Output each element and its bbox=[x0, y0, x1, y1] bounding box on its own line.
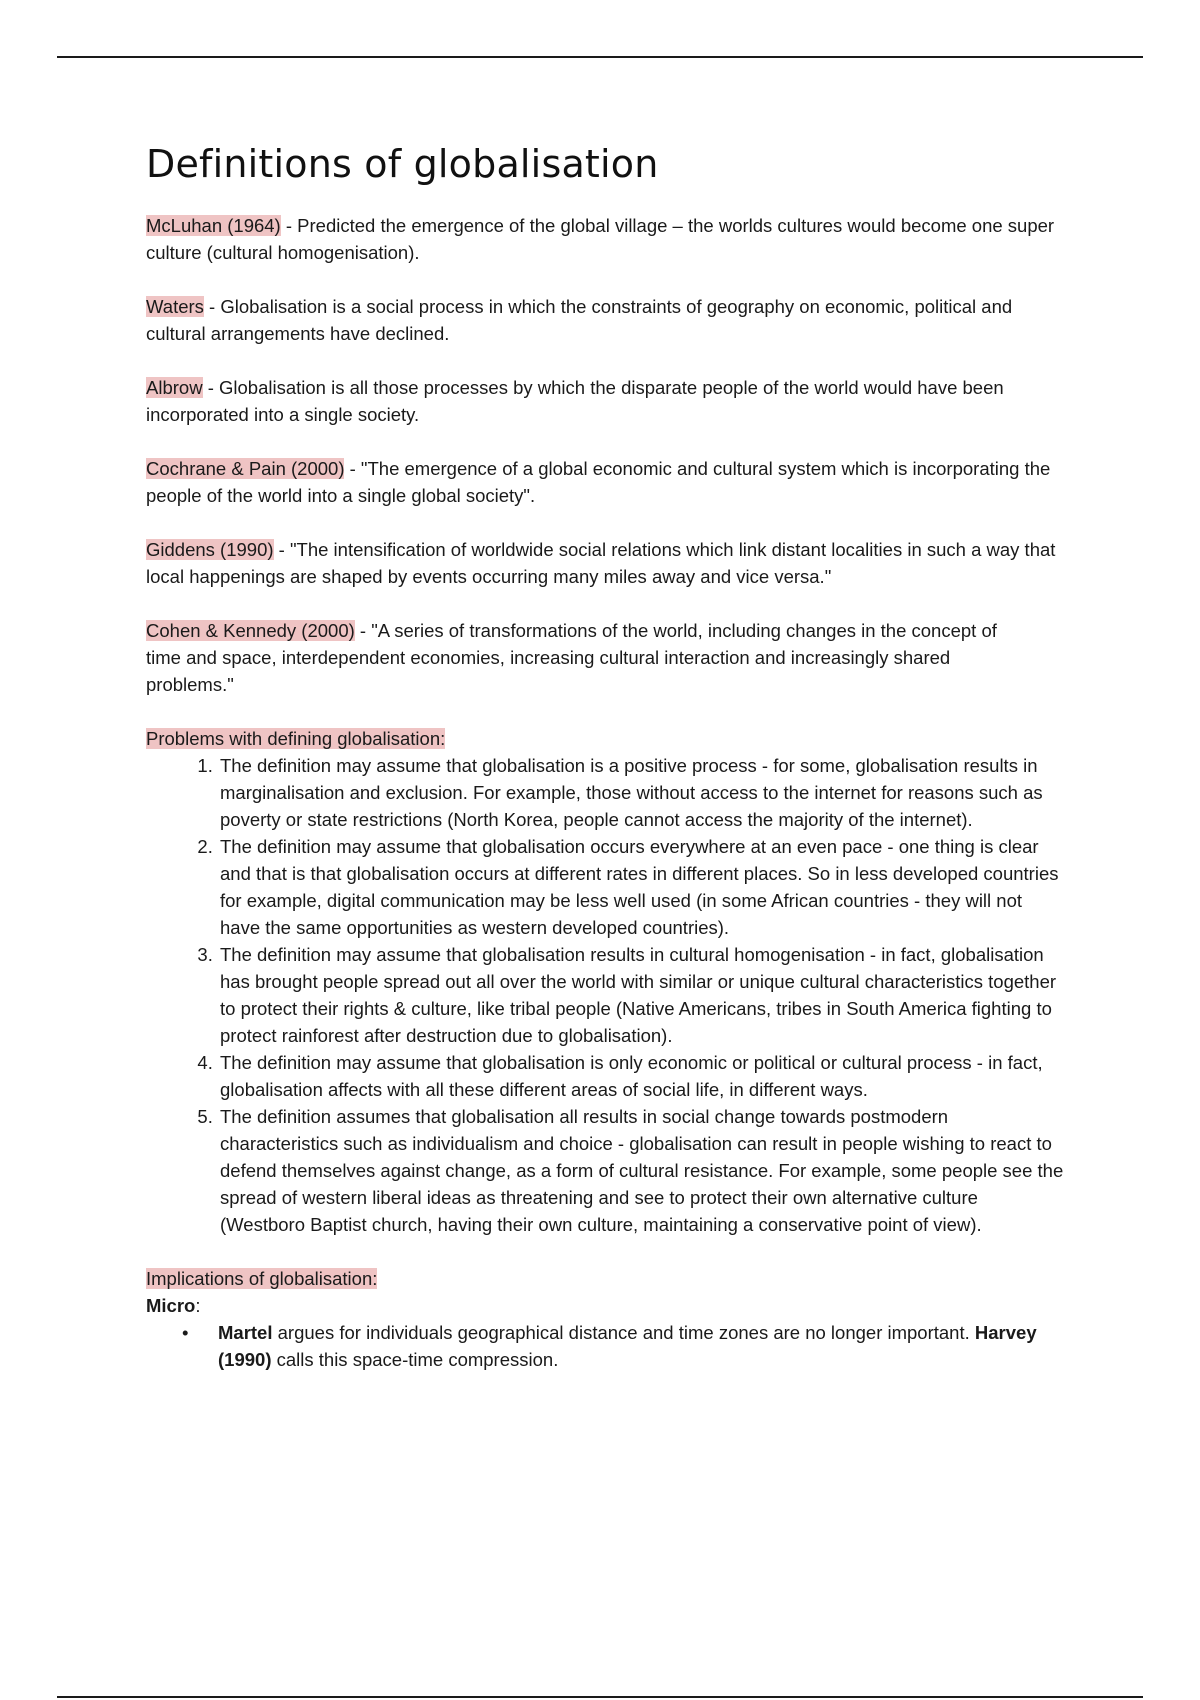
list-item: 5. The definition assumes that globalisation all results in social change towards postmodern characteristics such as individualism and choice - globalisation can result in people wishing to react to defend themselves against change, as a form of cultural resistance. For example, some people see the spread of western liberal ideas as threatening and see to protect their own alternative culture (Westboro Baptist church, having their own culture, maintaining a conservative point of view). bbox=[218, 1103, 1066, 1238]
definition-author: Cohen & Kennedy (2000) bbox=[146, 620, 355, 641]
definition-text: - Globalisation is a social process in which the constraints of geography on economic, political and cultural arrangements have declined. bbox=[146, 296, 1013, 344]
definition-author: Waters bbox=[146, 296, 204, 317]
list-item: 1. The definition may assume that globalisation is a positive process - for some, globalisation results in marginalisation and exclusion. For example, those without access to the internet for reasons such as poverty or state restrictions (North Korea, people cannot access the majority of the internet). bbox=[218, 752, 1066, 833]
page-title: Definitions of globalisation bbox=[146, 142, 659, 186]
definition-albrow bbox=[146, 374, 1066, 428]
implications-list bbox=[146, 1319, 1066, 1373]
definition-text: - Globalisation is all those processes by which the disparate people of the world would have been incorporated into a single society. bbox=[146, 377, 1004, 425]
header-rule bbox=[57, 56, 1143, 58]
definition-author: Giddens (1990) bbox=[146, 539, 274, 560]
implications-heading: Implications of globalisation: bbox=[146, 1268, 378, 1289]
definition-cochrane-pain bbox=[146, 455, 1066, 509]
definition-waters bbox=[146, 293, 1066, 347]
problems-heading: Problems with defining globalisation: bbox=[146, 728, 446, 749]
micro-heading: Micro: bbox=[146, 1295, 201, 1316]
list-item: 3. The definition may assume that globalisation results in cultural homogenisation - in fact, globalisation has brought people spread out all over the world with similar or unique cultural characteristics together to protect their rights & culture, like tribal people (Native Americans, tribes in South America fighting to protect rainforest after destruction due to globalisation). bbox=[218, 941, 1066, 1049]
definition-author: McLuhan (1964) bbox=[146, 215, 281, 236]
list-item: • Martel argues for individuals geographical distance and time zones are no longer important. Harvey (1990) calls this space-time compression. bbox=[218, 1319, 1066, 1373]
definition-text: - Predicted the emergence of the global village – the worlds cultures would become one super culture (cultural homogenisation). bbox=[146, 215, 1055, 263]
definition-text: - "The emergence of a global economic and cultural system which is incorporating the people of the world into a single global society". bbox=[146, 458, 1051, 506]
definition-text: - "A series of transformations of the world, including changes in the concept of time and space, interdependent economies, increasing cultural interaction and increasingly shared problems." bbox=[146, 620, 997, 695]
bullet-icon: • bbox=[182, 1322, 189, 1343]
document-body bbox=[146, 140, 1066, 1373]
definition-author: Cochrane & Pain (2000) bbox=[146, 458, 345, 479]
definition-text: - "The intensification of worldwide social relations which link distant localities in such a way that local happenings are shaped by events occurring many miles away and vice versa." bbox=[146, 539, 1056, 587]
definition-giddens bbox=[146, 536, 1066, 590]
footer-rule bbox=[57, 1696, 1143, 1698]
definition-cohen-kennedy bbox=[146, 617, 1026, 698]
definition-mcluhan bbox=[146, 212, 1066, 266]
list-item: 4. The definition may assume that globalisation is only economic or political or cultural process - in fact, globalisation affects with all these different areas of social life, in different ways. bbox=[218, 1049, 1066, 1103]
list-item: 2. The definition may assume that globalisation occurs everywhere at an even pace - one thing is clear and that is that globalisation occurs at different rates in different places. So in less developed countries for example, digital communication may be less well used (in some African countries - they will not have the same opportunities as western developed countries). bbox=[218, 833, 1066, 941]
definition-author: Albrow bbox=[146, 377, 203, 398]
problems-list bbox=[146, 752, 1066, 1238]
